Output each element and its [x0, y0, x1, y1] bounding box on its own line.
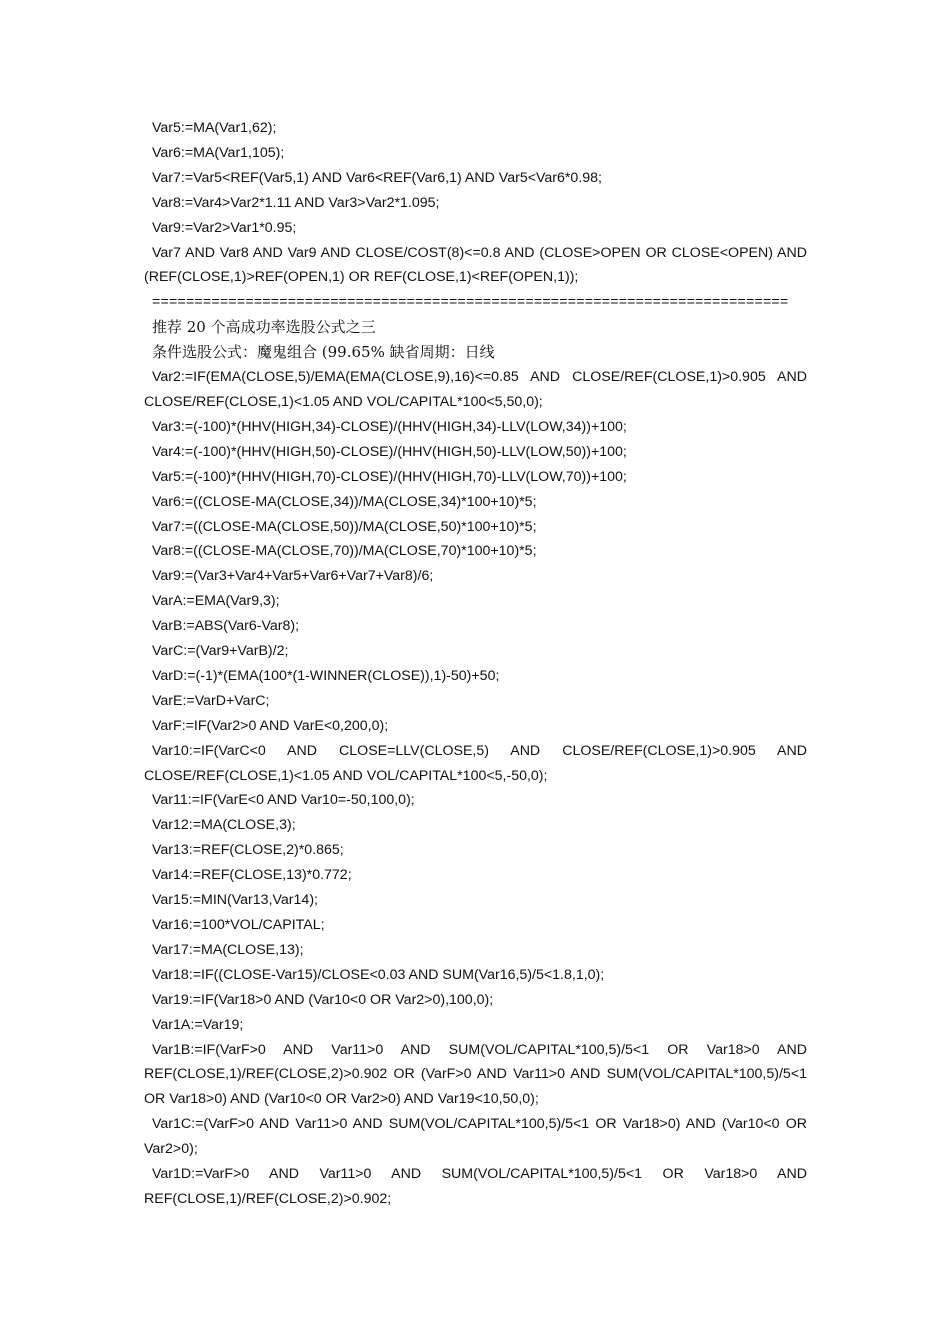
- formula-subtitle: 条件选股公式：魔鬼组合 (99.65% 缺省周期：日线: [152, 343, 495, 362]
- formula-line: VarF:=IF(Var2>0 AND VarE<0,200,0);: [152, 717, 389, 734]
- formula-line: Var16:=100*VOL/CAPITAL;: [152, 917, 325, 933]
- formula-line: Var15:=MIN(Var13,Var14);: [152, 892, 318, 909]
- formula-line: Var14:=REF(CLOSE,13)*0.772;: [152, 867, 352, 884]
- formula-line: Var10:=IF(VarC<0 AND CLOSE=LLV(CLOSE,5) AND CLOSE/REF(CLOSE,1)>0.905 AND CLOSE/REF(CLOSE,1)<1.05 AND VOL/CAPITAL*100<5,-50,0);: [144, 742, 807, 784]
- formula-line: Var1A:=Var19;: [152, 1016, 244, 1033]
- formula-line: VarD:=(-1)*(EMA(100*(1-WINNER(CLOSE)),1)-50)+50;: [152, 667, 500, 684]
- formula-line: VarB:=ABS(Var6-Var8);: [152, 618, 300, 635]
- formula-line: Var4:=(-100)*(HHV(HIGH,50)-CLOSE)/(HHV(HIGH,50)-LLV(LOW,50))+100;: [152, 443, 627, 460]
- formula-line: Var5:=MA(Var1,62);: [152, 120, 277, 136]
- formula-line: Var2:=IF(EMA(CLOSE,5)/EMA(EMA(CLOSE,9),16)<=0.85 AND CLOSE/REF(CLOSE,1)>0.905 AND CLOSE/REF(CLOSE,1)<1.05 AND VOL/CAPITAL*100<5,50,0);: [144, 369, 807, 410]
- section-heading: 推荐 20 个高成功率选股公式之三: [152, 318, 376, 337]
- formula-line: VarE:=VarD+VarC;: [152, 692, 270, 709]
- formula-line: Var7:=Var5<REF(Var5,1) AND Var6<REF(Var6,1) AND Var5<Var6*0.98;: [152, 169, 602, 186]
- separator-line: ===========================================================================: [152, 294, 789, 311]
- document-body: [144, 116, 807, 1212]
- formula-line: Var8:=Var4>Var2*1.11 AND Var3>Var2*1.095;: [152, 194, 440, 211]
- formula-line: VarA:=EMA(Var9,3);: [152, 593, 280, 610]
- formula-line: Var6:=MA(Var1,105);: [152, 144, 285, 161]
- formula-line: Var11:=IF(VarE<0 AND Var10=-50,100,0);: [152, 792, 415, 809]
- formula-line: Var1B:=IF(VarF>0 AND Var11>0 AND SUM(VOL/CAPITAL*100,5)/5<1 OR Var18>0 AND REF(CLOSE,1)/REF(CLOSE,2)>0.902 OR (VarF>0 AND Var11>0 AND SUM(VOL/CAPITAL*100,5)/5<1 OR Var18>0) AND (Var10<0 OR Var2>0) AND Var19<10,50,0);: [144, 1041, 807, 1108]
- formula-line: Var12:=MA(CLOSE,3);: [152, 817, 296, 834]
- formula-line: Var1C:=(VarF>0 AND Var11>0 AND SUM(VOL/CAPITAL*100,5)/5<1 OR Var18>0) AND (Var10<0 OR Var2>0);: [144, 1116, 807, 1158]
- formula-line: Var18:=IF((CLOSE-Var15)/CLOSE<0.03 AND SUM(Var16,5)/5<1.8,1,0);: [152, 966, 605, 983]
- formula-line: Var5:=(-100)*(HHV(HIGH,70)-CLOSE)/(HHV(HIGH,70)-LLV(LOW,70))+100;: [152, 468, 627, 485]
- formula-line: Var1D:=VarF>0 AND Var11>0 AND SUM(VOL/CAPITAL*100,5)/5<1 OR Var18>0 AND REF(CLOSE,1)/REF(CLOSE,2)>0.902;: [144, 1166, 807, 1207]
- formula-line: Var8:=((CLOSE-MA(CLOSE,70))/MA(CLOSE,70)*100+10)*5;: [152, 543, 537, 560]
- formula-line: Var17:=MA(CLOSE,13);: [152, 941, 304, 958]
- formula-line: Var9:=Var2>Var1*0.95;: [152, 219, 297, 236]
- formula-line: Var7:=((CLOSE-MA(CLOSE,50))/MA(CLOSE,50)*100+10)*5;: [152, 518, 537, 535]
- formula-line: Var9:=(Var3+Var4+Var5+Var6+Var7+Var8)/6;: [152, 568, 434, 585]
- formula-line: Var3:=(-100)*(HHV(HIGH,34)-CLOSE)/(HHV(HIGH,34)-LLV(LOW,34))+100;: [152, 418, 627, 435]
- formula-line: Var19:=IF(Var18>0 AND (Var10<0 OR Var2>0),100,0);: [152, 991, 494, 1008]
- formula-line: VarC:=(Var9+VarB)/2;: [152, 643, 289, 660]
- formula-line: Var13:=REF(CLOSE,2)*0.865;: [152, 842, 344, 859]
- formula-line: Var7 AND Var8 AND Var9 AND CLOSE/COST(8)<=0.8 AND (CLOSE>OPEN OR CLOSE<OPEN) AND (REF(CLOSE,1)>REF(OPEN,1) OR REF(CLOSE,1)<REF(OPEN,1));: [144, 244, 807, 286]
- formula-line: Var6:=((CLOSE-MA(CLOSE,34))/MA(CLOSE,34)*100+10)*5;: [152, 493, 537, 510]
